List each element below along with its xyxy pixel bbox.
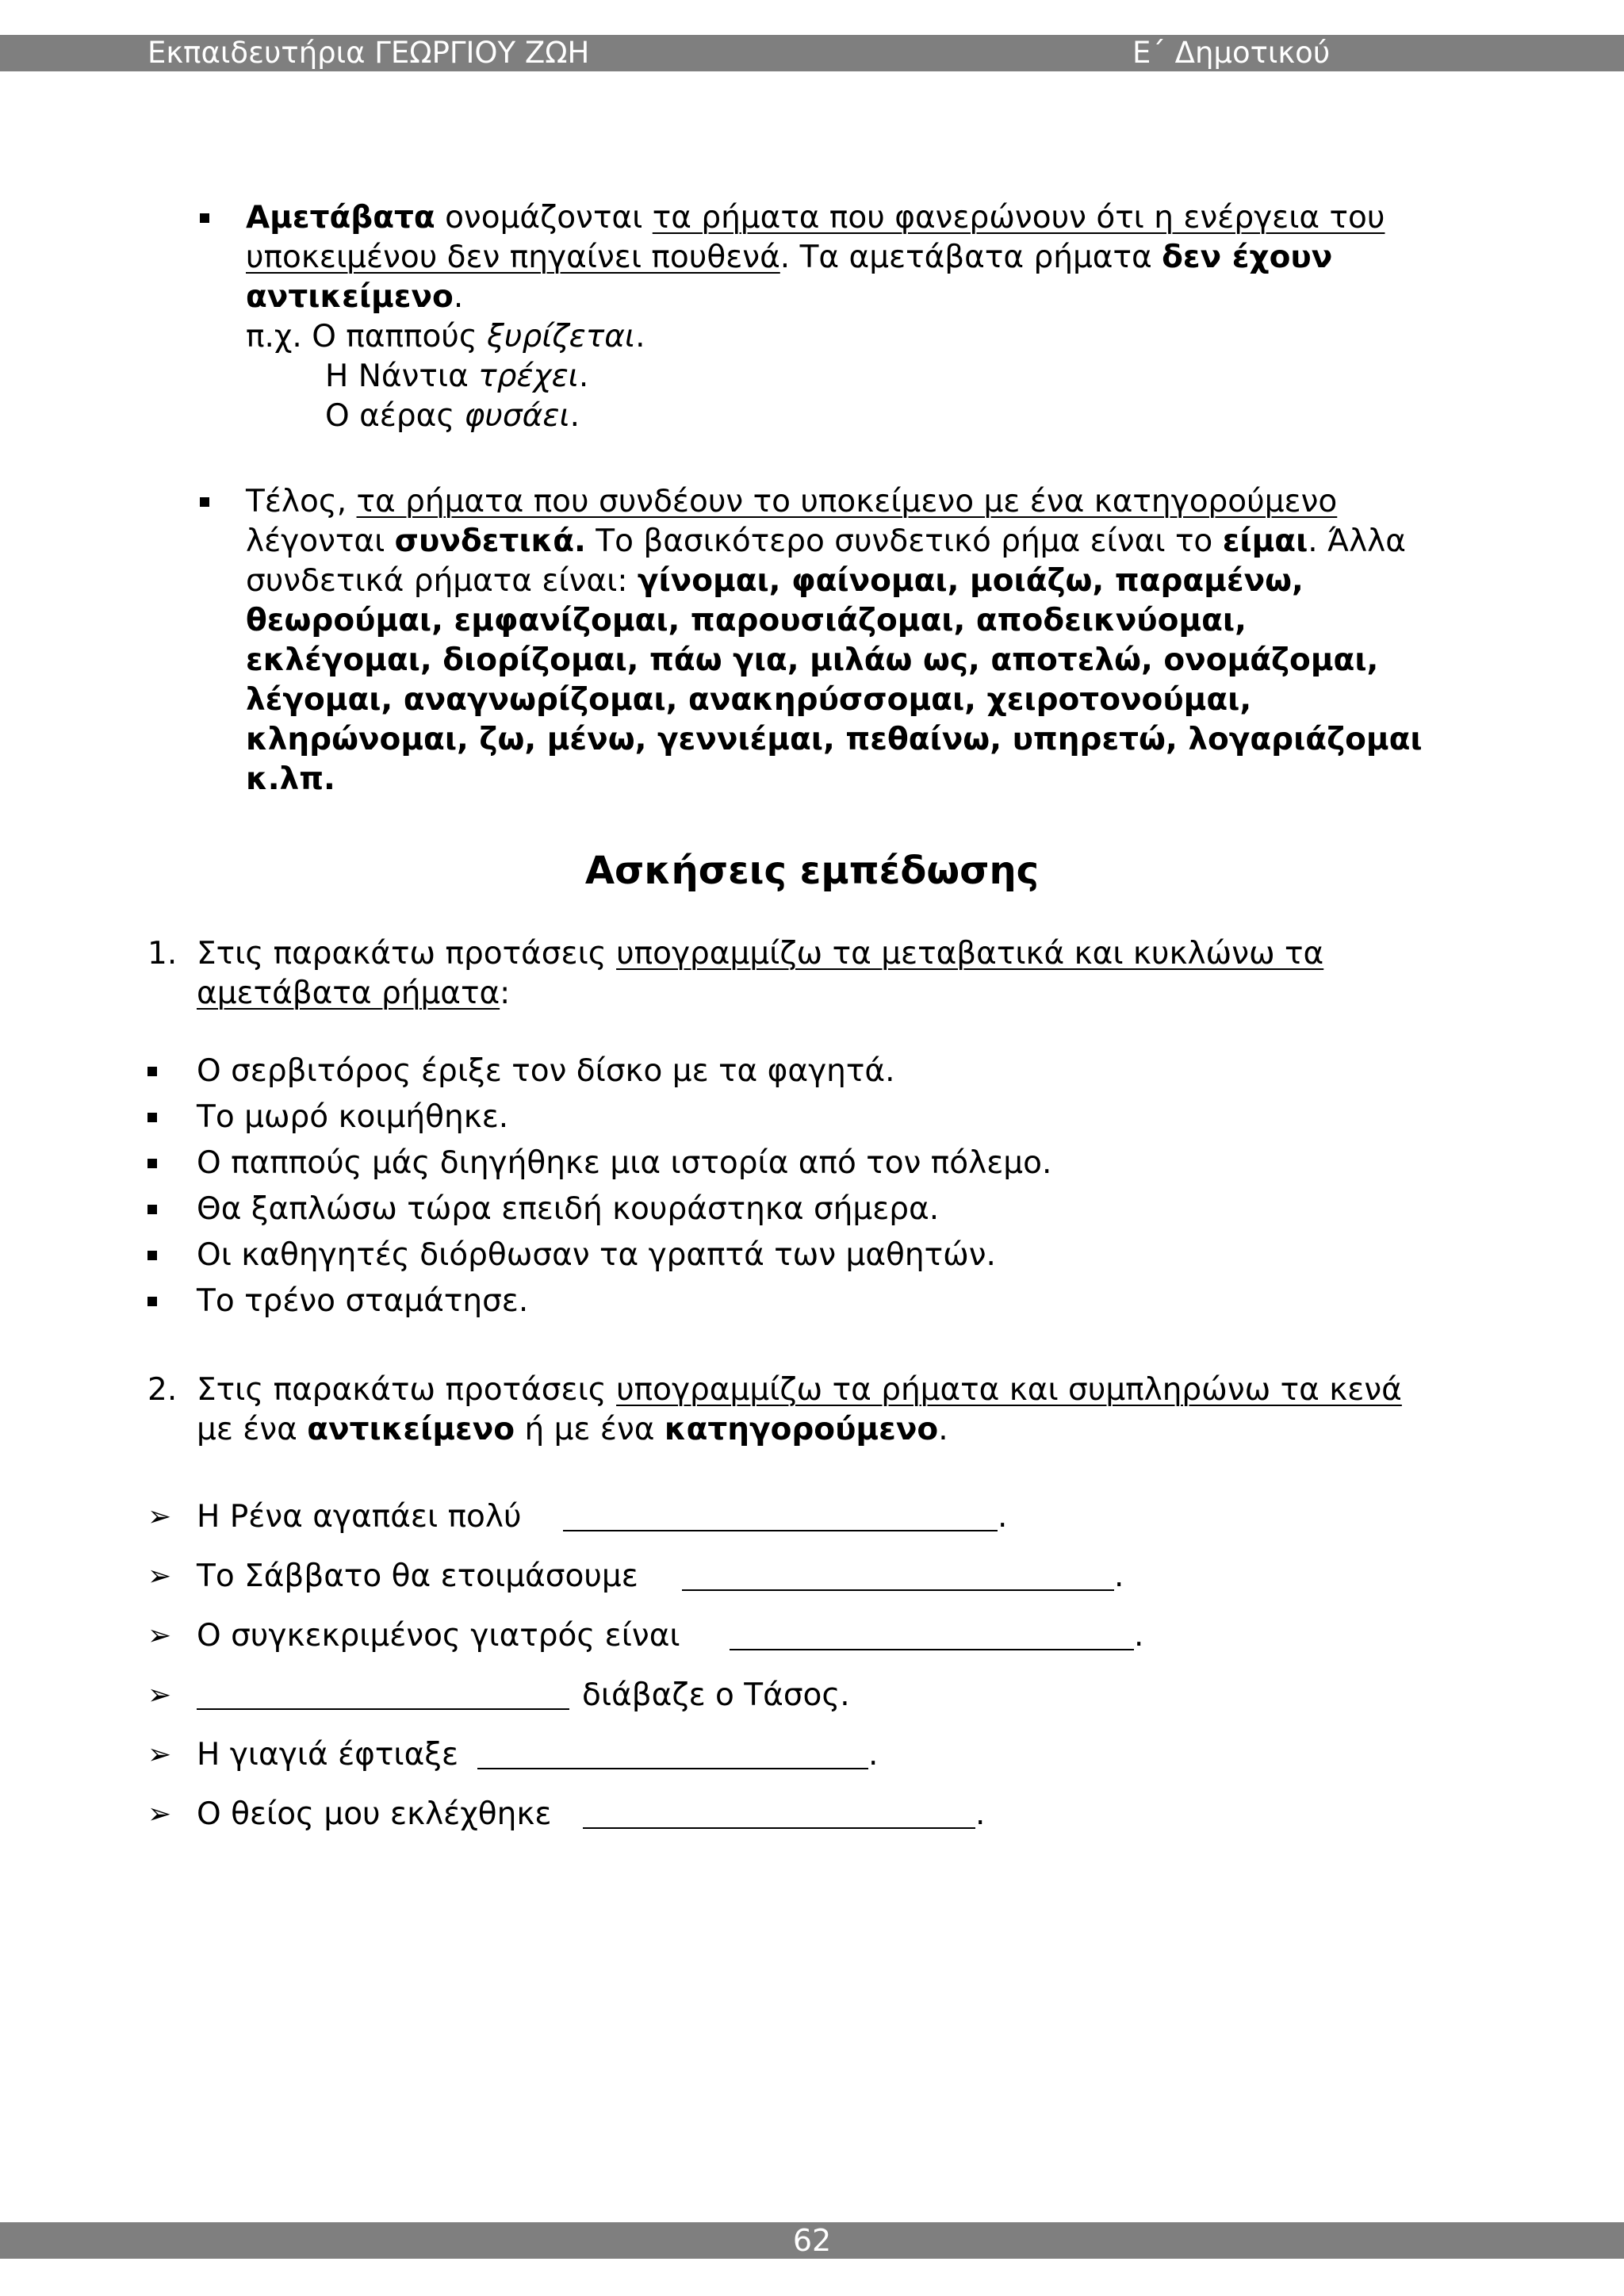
exercise-1-instruction-line-2: αμετάβατα ρήματα: xyxy=(197,976,511,1011)
header-grade: Ε΄ Δημοτικού xyxy=(1132,36,1331,70)
fill-in-item-text: Ο συγκεκριμένος γιατρός είναι xyxy=(197,1618,680,1654)
arrow-bullet-icon: ➢ xyxy=(147,1738,172,1771)
bullet-square xyxy=(147,1113,157,1122)
ametavata-line-2: υποκειμένου δεν πηγαίνει πουθενά. Τα αμετάβατα ρήματα δεν έχουν xyxy=(246,240,1333,275)
fill-in-item-end: . xyxy=(975,1796,986,1832)
syndetika-line-4: θεωρούμαι, εμφανίζομαι, παρουσιάζομαι, αποδεικνύομαι, xyxy=(246,603,1247,638)
bullet-square xyxy=(147,1205,157,1214)
fill-in-item-text: Η Ρένα αγαπάει πολύ xyxy=(197,1499,522,1535)
exercise-1-sentence: Ο παππούς μάς διηγήθηκε μια ιστορία από τον πόλεμο. xyxy=(197,1145,1052,1181)
arrow-bullet-icon: ➢ xyxy=(147,1560,172,1593)
exercise-1-sentence: Το τρένο σταμάτησε. xyxy=(197,1283,529,1319)
bullet-square xyxy=(147,1297,157,1306)
exercise-1-sentence: Το μωρό κοιμήθηκε. xyxy=(197,1099,509,1135)
bullet-square xyxy=(147,1067,157,1076)
ametavata-line-1: Αμετάβατα ονομάζονται τα ρήματα που φανερώνουν ότι η ενέργεια του xyxy=(246,200,1385,236)
syndetika-line-2: λέγονται συνδετικά. Το βασικότερο συνδετικό ρήμα είναι το είμαι. Άλλα xyxy=(246,523,1406,559)
syndetika-line-3: συνδετικά ρήματα είναι: γίνομαι, φαίνομαι, μοιάζω, παραμένω, xyxy=(246,563,1304,599)
exercise-2-number: 2. xyxy=(147,1372,178,1408)
fill-in-blank[interactable] xyxy=(682,1589,1114,1591)
page-number: 62 xyxy=(792,2223,832,2258)
fill-in-blank[interactable] xyxy=(563,1530,998,1531)
underlined-definition: τα ρήματα που φανερώνουν ότι η ενέργεια του xyxy=(652,200,1385,236)
header-school-name: Εκπαιδευτήρια ΓΕΩΡΓΙΟΥ ΖΩΗ xyxy=(147,36,590,70)
fill-in-item-end: . xyxy=(1134,1618,1144,1654)
bullet-square xyxy=(200,497,209,507)
exercise-1-sentence: Θα ξαπλώσω τώρα επειδή κουράστηκα σήμερα. xyxy=(197,1191,940,1227)
ametavata-line-3: αντικείμενο. xyxy=(246,279,464,315)
bullet-square xyxy=(147,1251,157,1260)
exercise-1-number: 1. xyxy=(147,936,178,972)
arrow-bullet-icon: ➢ xyxy=(147,1679,172,1711)
exercise-1-sentence: Οι καθηγητές διόρθωσαν τα γραπτά των μαθητών. xyxy=(197,1237,996,1273)
arrow-bullet-icon: ➢ xyxy=(147,1798,172,1830)
syndetika-line-1: Τέλος, τα ρήματα που συνδέουν το υποκείμενο με ένα κατηγορούμενο xyxy=(246,484,1338,519)
fill-in-blank[interactable] xyxy=(730,1649,1134,1650)
bullet-square xyxy=(147,1159,157,1168)
syndetika-line-5: εκλέγομαι, διορίζομαι, πάω για, μιλάω ως, αποτελώ, ονομάζομαι, xyxy=(246,642,1379,678)
fill-in-item-end: . xyxy=(998,1499,1008,1535)
header-bar xyxy=(0,35,1624,71)
example-line-1: π.χ. Ο παππούς ξυρίζεται. xyxy=(246,319,645,355)
fill-in-blank[interactable] xyxy=(477,1768,868,1769)
term-ametavata: Αμετάβατα xyxy=(246,200,435,236)
footer-bar xyxy=(0,2222,1624,2259)
fill-in-item-end: . xyxy=(1114,1558,1124,1594)
exercise-2-instruction-line-2: με ένα αντικείμενο ή με ένα κατηγορούμενο. xyxy=(197,1412,948,1447)
fill-in-item-text: Η γιαγιά έφτιαξε xyxy=(197,1737,459,1773)
fill-in-item-text: Το Σάββατο θα ετοιμάσουμε xyxy=(197,1558,638,1594)
exercises-title: Ασκήσεις εμπέδωσης xyxy=(584,849,1040,893)
example-line-2: Η Νάντια τρέχει. xyxy=(325,358,589,394)
arrow-bullet-icon: ➢ xyxy=(147,1619,172,1652)
exercise-1-sentence: Ο σερβιτόρος έριξε τον δίσκο με τα φαγητά. xyxy=(197,1053,895,1089)
syndetika-line-7: κληρώνομαι, ζω, μένω, γεννιέμαι, πεθαίνω, υπηρετώ, λογαριάζομαι xyxy=(246,722,1423,757)
fill-in-blank[interactable] xyxy=(583,1827,975,1829)
fill-in-item-text: Ο θείος μου εκλέχθηκε xyxy=(197,1796,552,1832)
fill-in-item-end: . xyxy=(868,1737,879,1773)
syndetika-line-6: λέγομαι, αναγνωρίζομαι, ανακηρύσσομαι, χειροτονούμαι, xyxy=(246,682,1252,718)
arrow-bullet-icon: ➢ xyxy=(147,1501,172,1533)
example-line-3: Ο αέρας φυσάει. xyxy=(325,398,580,434)
exercise-2-instruction-line-1: Στις παρακάτω προτάσεις υπογραμμίζω τα ρήματα και συμπληρώνω τα κενά xyxy=(197,1372,1402,1408)
bullet-square xyxy=(200,213,209,223)
syndetika-line-8: κ.λπ. xyxy=(246,761,335,797)
exercise-1-instruction-line-1: Στις παρακάτω προτάσεις υπογραμμίζω τα μεταβατικά και κυκλώνω τα xyxy=(197,936,1324,972)
fill-in-blank[interactable] xyxy=(197,1708,569,1710)
fill-in-item-text: διάβαζε ο Τάσος. xyxy=(582,1677,850,1713)
